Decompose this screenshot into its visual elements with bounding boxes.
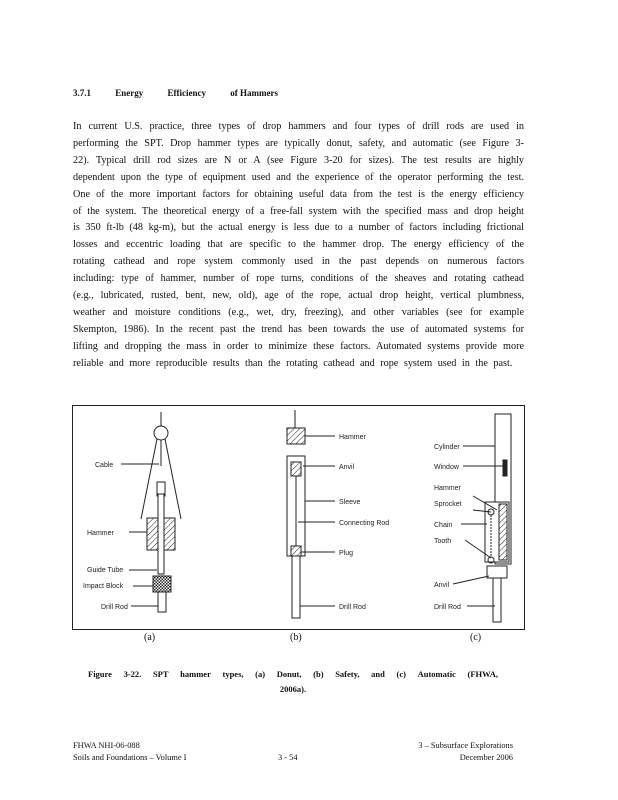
caption-word: 3-22. (123, 669, 142, 679)
label-guide-tube: Guide Tube (87, 567, 124, 574)
caption-word: Donut, (276, 669, 302, 679)
label-connecting-rod: Connecting Rod (339, 520, 390, 527)
caption-word: (a) (255, 669, 266, 679)
label-hammer-c: Hammer (434, 485, 461, 492)
footer-doc-number: FHWA NHI-06-088 (73, 741, 140, 750)
label-anvil-c: Anvil (434, 582, 450, 589)
safety-hammer-diagram (287, 410, 335, 618)
caption-word: (FHWA, (467, 669, 498, 679)
label-anvil-b: Anvil (339, 464, 355, 471)
footer-date: December 2006 (459, 753, 513, 762)
footer-chapter: 3 – Subsurface Explorations (418, 741, 513, 750)
figure-caption (88, 667, 498, 697)
label-sleeve: Sleeve (339, 499, 361, 506)
caption-word: Figure (88, 669, 112, 679)
label-plug: Plug (339, 550, 354, 557)
section-number: 3.7.1 (73, 88, 91, 98)
figure-drawing (73, 406, 524, 629)
label-impact-block: Impact Block (83, 583, 124, 590)
label-cable: Cable (95, 462, 114, 469)
caption-word: hammer (180, 669, 211, 679)
label-tooth: Tooth (434, 538, 452, 545)
caption-word: (c) (396, 669, 406, 679)
label-drill-rod-a: Drill Rod (101, 604, 128, 611)
label-drill-rod-b: Drill Rod (339, 604, 366, 611)
subfigure-label-b: (b) (290, 632, 302, 643)
caption-line-1 (88, 667, 498, 682)
subfigure-label-c: (c) (470, 632, 482, 643)
footer-left (73, 740, 186, 764)
footer-course-title: Soils and Foundations – Volume I (73, 753, 187, 762)
label-hammer-b: Hammer (339, 434, 366, 441)
label-chain: Chain (434, 522, 453, 529)
subfigure-label-a: (a) (144, 632, 156, 643)
footer-page-number: 3 - 54 (278, 753, 298, 762)
label-cylinder: Cylinder (434, 444, 460, 451)
figure-spt-hammers (72, 405, 525, 630)
section-heading (73, 88, 300, 98)
caption-word: (b) (313, 669, 324, 679)
section-title-word: Efficiency (167, 88, 206, 98)
footer-right (400, 740, 513, 764)
donut-hammer-diagram (121, 412, 181, 612)
caption-line-2: 2006a). (279, 684, 307, 694)
section-title-word: of Hammers (230, 88, 278, 98)
label-sprocket: Sprocket (434, 501, 462, 508)
label-window: Window (434, 464, 459, 471)
label-hammer: Hammer (87, 530, 114, 537)
caption-word: and (371, 669, 385, 679)
caption-word: Safety, (335, 669, 360, 679)
section-title-word: Energy (115, 88, 144, 98)
caption-word: SPT (152, 669, 169, 679)
automatic-hammer-diagram (453, 414, 511, 622)
caption-word: Automatic (417, 669, 456, 679)
label-drill-rod-c: Drill Rod (434, 604, 461, 611)
body-paragraph: In current U.S. practice, three types of drop hammers and four types of drill rods are used in performing the SPT. Drop hammer types are typically donut, safety, and automatic (see Figure 3-22). Typical drill rod sizes are N or A (see Figure 3-20 for sizes). The test results are highly dependent upon the type of equipment used and the experience of the operator performing the test. One of the more important factors for obtaining useful data from the test is the energy efficiency of the system. The theoretical energy of a free-fall system with the specified mass and drop height is 350 ft-lb (48 kg-m), but the actual energy is less due to a number of factors including frictional losses and eccentric loading that are specific to the hammer drop. The energy efficiency of the rotating cathead and rope system commonly used in the past depends on numerous factors including: type of hammer, number of rope turns, conditions of the sheaves and rotating cathead (e.g., lubricated, rusted, bent, new, old), age of the rope, actual drop height, vertical plumbness, weather and moisture conditions (e.g., wet, dry, freezing), and other variables (see for example Skempton, 1986). In the recent past the trend has been towards the use of automated systems for lifting and dropping the mass in order to minimize these factors. Automated systems provide more reliable and more reproducible results than the rotating cathead and rope system used in the past. (73, 121, 524, 369)
caption-word: types, (222, 669, 244, 679)
